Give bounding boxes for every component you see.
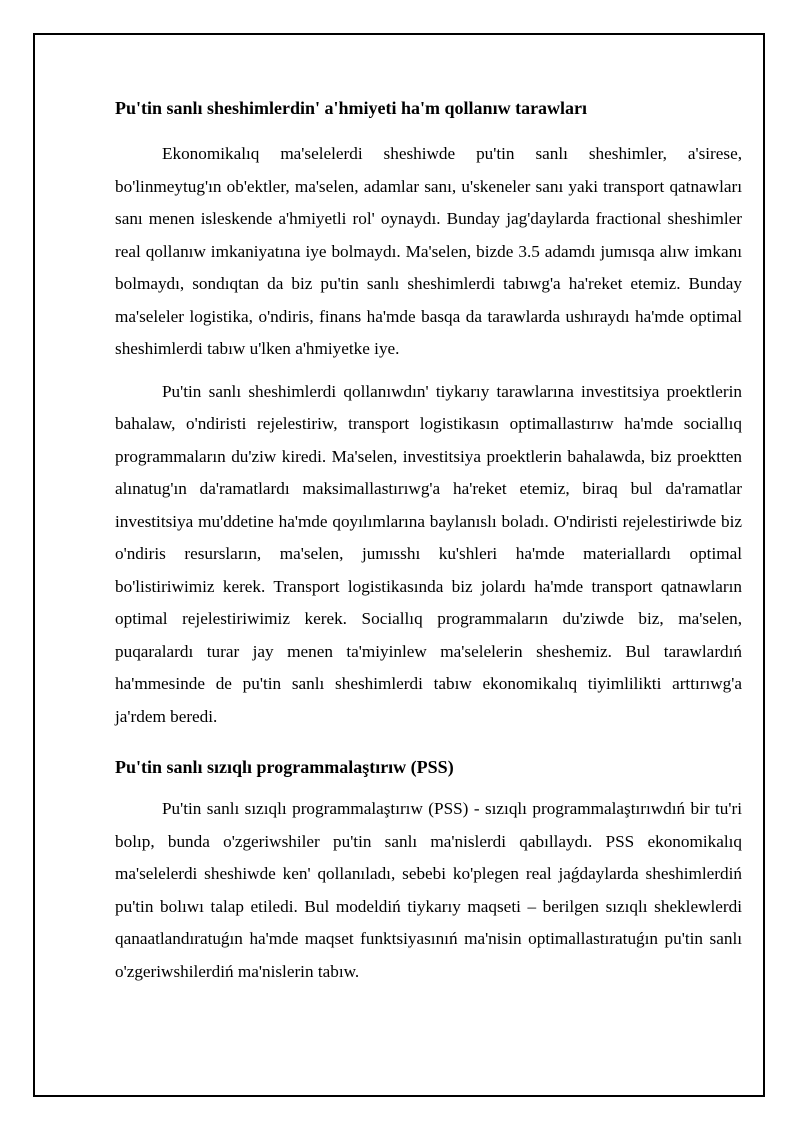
paragraph-application-areas: Pu'tin sanlı sheshimlerdi qollanıwdın' tiykarıy tarawlarına investitsiya proektlerin bahalaw, o'ndiristi rejelestiriw, transport logistikasın optimallastırıw ha'mde sociallıq programmaların du'ziw kiredi. Ma'selen, investitsiya proektlerin bahalawda, biz proektten alınatug'ın da'ramatlardı maksimallastırıwg'a ha'reket etemiz, biraq bul da'ramatlar investitsiya mu'ddetine ha'mde qoyılımlarına baylanıslı boladı. O'ndiristi rejelestiriwde biz o'ndiris resursların, ma'selen, jumısshı ku'shleri ha'mde materiallardı optimal bo'listiriwimiz kerek. Transport logistikasında biz jolardı ha'mde transport qatnawların optimal rejelestiriwimiz kerek. Sociallıq programmaların du'ziwde biz, ma'selen, puqaralardı turar jay menen ta'miyinlew ma'selelerin sheshemiz. Bul tarawlardıń ha'mmesinde de pu'tin sanlı sheshimlerdi tabıw ekonomikalıq tiyimlilikti arttırıwg'a ja'rdem beredi. [115,381,742,726]
section-heading-pss: Pu'tin sanlı sızıqlı programmalaştırıw (PSS) [115,757,454,777]
paragraph-intro: Ekonomikalıq ma'selelerdi sheshiwde pu'tin sanlı sheshimler, a'sirese, bo'linmeytug'ın ob'ektler, ma'selen, adamlar sanı, u'skeneler sanı yaki transport qatnawları sanı menen isleskende a'hmiyetli rol' oynaydı. Bunday jag'daylarda fractional sheshimler real qollanıw imkaniyatına iye bolmaydı. Ma'selen, bizde 3.5 adamdı jumısqa alıw imkanı bolmaydı, sondıqtan da biz pu'tin sanlı sheshimlerdi tabıwg'a ha'reket etemiz. Bunday ma'seleler logistika, o'ndiris, finans ha'mde basqa da tarawlarda ushıraydı ha'mde optimal sheshimlerdi tabıw u'lken a'hmiyetke iye. [115,144,742,358]
document-body [115,96,742,998]
section-heading-importance: Pu'tin sanlı sheshimlerdin' a'hmiyeti ha'm qollanıw tarawları [115,98,588,118]
paragraph-pss-definition: Pu'tin sanlı sızıqlı programmalaştırıw (PSS) - sızıqlı programmalaştırıwdıń bir tu'ri bolıp, bunda o'zgeriwshiler pu'tin sanlı ma'nislerdi qabıllaydı. PSS ekonomikalıq ma'selelerdi sheshiwde ken' qollanıladı, sebebi ko'plegen real jaǵdaylarda sheshimlerdiń pu'tin bolıwı talap etiledi. Bul modeldiń tiykarıy maqseti – berilgen sızıqlı sheklewlerdi qanaatlandıratuǵın ha'mde maqset funktsiyasınıń ma'nisin optimallastıratuǵın pu'tin sanlı o'zgeriwshilerdiń ma'nislerin tabıw. [115,799,742,981]
